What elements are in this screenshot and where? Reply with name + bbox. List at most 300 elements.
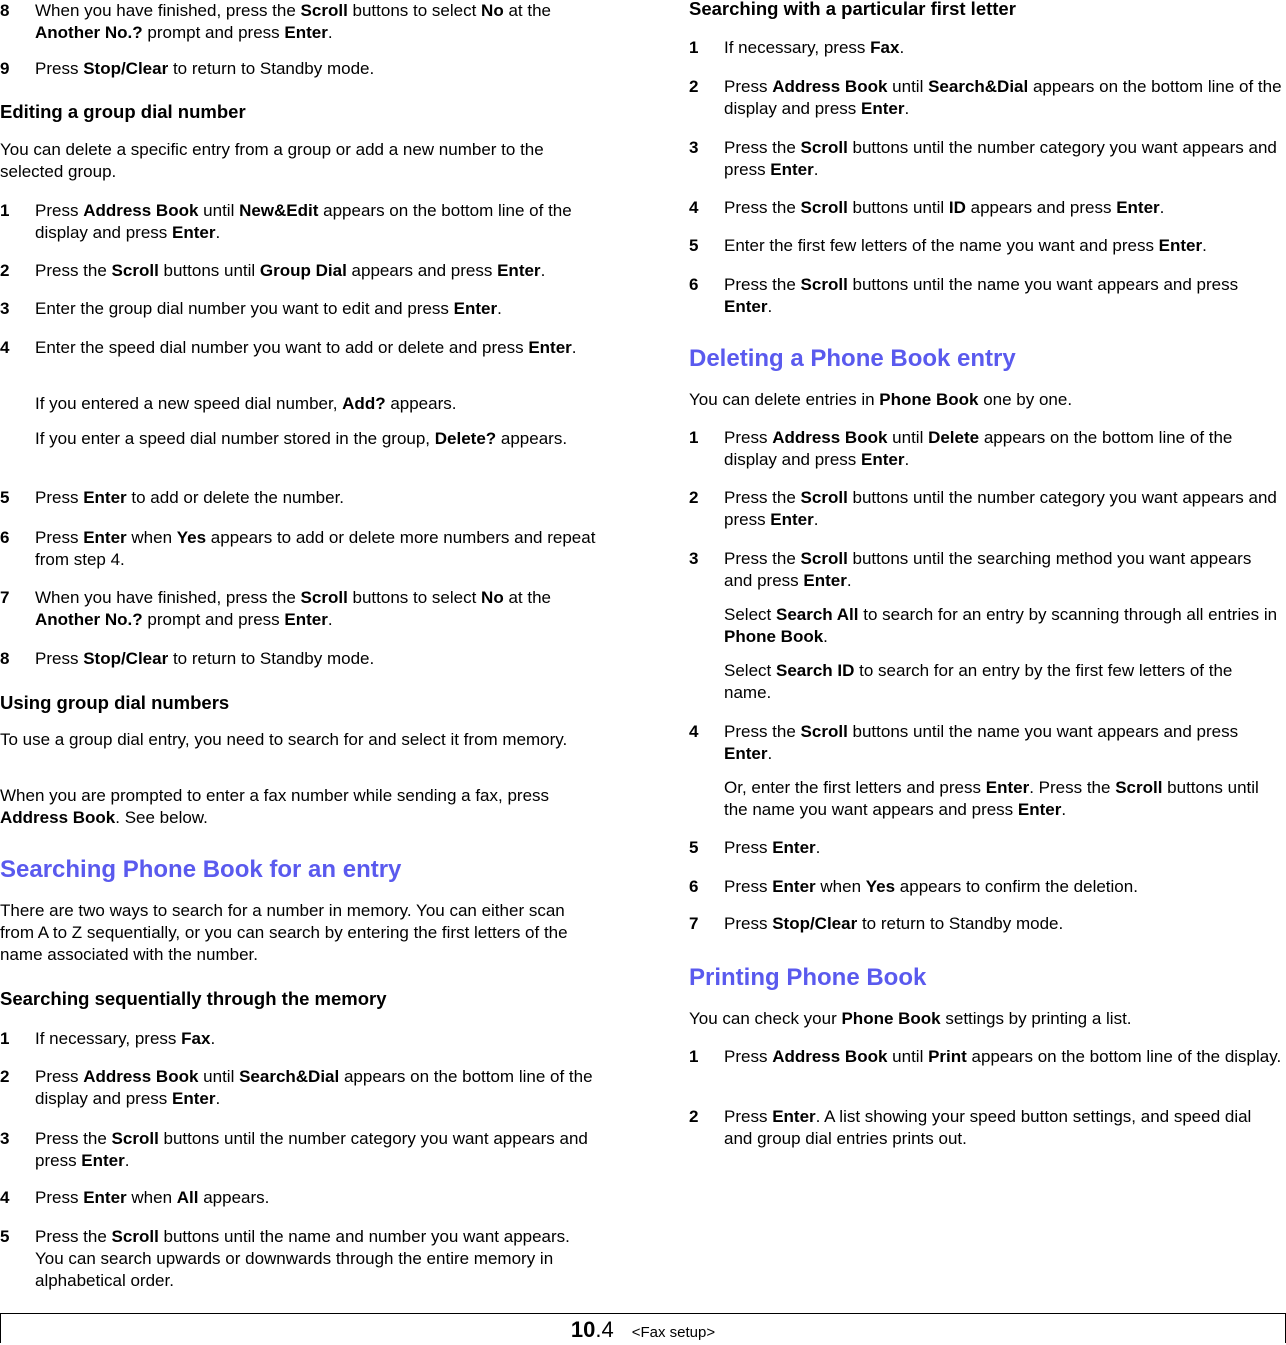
step-number: 1 xyxy=(0,201,10,220)
bold-term: Scroll xyxy=(800,488,848,507)
step-text xyxy=(724,877,1138,896)
step-text xyxy=(0,140,544,181)
text-run: Press xyxy=(35,488,84,507)
bold-term: Enter xyxy=(1116,198,1160,217)
bold-term: No xyxy=(481,588,504,607)
step-item xyxy=(689,876,1283,898)
bold-term: New&Edit xyxy=(239,201,319,220)
step-text xyxy=(724,275,1238,316)
bold-term: Phone Book xyxy=(841,1009,941,1028)
text-run: to search for an entry by scanning through all entries in xyxy=(858,605,1278,624)
step-text xyxy=(35,528,595,569)
step-text xyxy=(689,390,1072,409)
text-run: buttons until the number category you want appears and press xyxy=(724,138,1277,179)
step-text xyxy=(35,1029,215,1048)
bold-term: Address Book xyxy=(83,1067,199,1086)
text-run: buttons until xyxy=(847,198,949,217)
step-item xyxy=(0,1226,600,1292)
step-number: 5 xyxy=(0,1227,10,1246)
bold-term: Enter xyxy=(770,160,814,179)
step-item xyxy=(0,260,600,282)
text-run: until xyxy=(887,1047,929,1066)
text-run: . xyxy=(497,299,502,318)
step-text xyxy=(724,914,1063,933)
bold-term: Enter xyxy=(772,838,816,857)
text-run: buttons until the name you want appears and press xyxy=(847,722,1239,741)
text-run: Press xyxy=(724,838,773,857)
bold-term: Search&Dial xyxy=(928,77,1029,96)
text-run: Press the xyxy=(35,1227,112,1246)
bold-term: Fax xyxy=(181,1029,211,1048)
step-text xyxy=(35,588,551,629)
bold-term: Stop/Clear xyxy=(772,914,858,933)
paragraph xyxy=(0,729,600,751)
step-text xyxy=(724,77,1282,118)
step-number: 1 xyxy=(689,1047,699,1066)
text-run: . xyxy=(815,838,821,857)
text-run: at the xyxy=(503,1,551,20)
paragraph xyxy=(0,900,600,966)
bold-term: Enter xyxy=(724,297,768,316)
text-run: . xyxy=(813,160,819,179)
text-run: Press the xyxy=(724,138,801,157)
text-run: when xyxy=(126,1188,177,1207)
bold-term: Address Book xyxy=(772,1047,888,1066)
step-text xyxy=(724,236,1207,255)
step-number: 5 xyxy=(0,488,10,507)
text-run: Press xyxy=(724,914,773,933)
text-run: appears to confirm the deletion. xyxy=(895,877,1138,896)
text-run: appears on the bottom line of the display and press xyxy=(35,1067,593,1108)
step-item xyxy=(0,1066,600,1110)
text-run: prompt and press xyxy=(142,23,285,42)
section-name: <Fax setup> xyxy=(631,1324,716,1341)
step-item xyxy=(0,527,600,571)
bold-term: Scroll xyxy=(111,1227,159,1246)
step-item xyxy=(0,298,600,320)
step-number: 7 xyxy=(0,588,10,607)
footer-text xyxy=(1,1318,1285,1345)
bold-term: Address Book xyxy=(83,201,199,220)
text-run: . xyxy=(215,1089,221,1108)
bold-term: Enter xyxy=(861,450,905,469)
step-number: 6 xyxy=(0,528,10,547)
text-run: . Press the xyxy=(1029,778,1116,797)
bold-term: Address Book xyxy=(772,428,888,447)
step-text xyxy=(724,722,1238,763)
step-item xyxy=(0,1187,600,1209)
step-item xyxy=(0,587,600,631)
bold-term: Enter xyxy=(724,744,768,763)
text-run: Press xyxy=(35,201,84,220)
bold-term: Scroll xyxy=(300,588,348,607)
step-item xyxy=(689,76,1283,120)
text-run: Select xyxy=(724,661,776,680)
step-number: 3 xyxy=(689,549,699,568)
step-item xyxy=(689,487,1283,531)
bold-term: Enter xyxy=(83,528,127,547)
step-item xyxy=(689,721,1283,765)
section-heading: Searching Phone Book for an entry xyxy=(0,856,402,883)
bold-term: Enter xyxy=(772,877,816,896)
step-item xyxy=(689,1106,1283,1150)
bold-term: Group Dial xyxy=(259,261,347,280)
bold-term: Enter xyxy=(284,23,328,42)
bold-term: Enter xyxy=(1158,236,1203,255)
text-run: . xyxy=(767,297,773,316)
step-number: 2 xyxy=(689,1107,699,1126)
bold-term: Enter xyxy=(453,299,498,318)
text-run: Press xyxy=(35,1067,84,1086)
step-number: 5 xyxy=(689,236,699,255)
bold-term: All xyxy=(176,1188,199,1207)
step-number: 6 xyxy=(689,275,699,294)
step-item xyxy=(689,913,1283,935)
text-run: . xyxy=(1202,236,1207,255)
step-text xyxy=(35,299,502,318)
text-run: . xyxy=(1159,198,1165,217)
bold-term: Scroll xyxy=(800,138,848,157)
bold-term: Delete xyxy=(928,428,980,447)
bold-term: Enter xyxy=(861,99,905,118)
text-run: buttons until the name you want appears and press xyxy=(724,778,1259,819)
step-number: 9 xyxy=(0,59,10,78)
bold-term: Scroll xyxy=(1115,778,1163,797)
text-run: . See below. xyxy=(115,808,208,827)
text-run: appears. xyxy=(496,429,568,448)
text-run: When you have finished, press the xyxy=(35,1,301,20)
bold-term: Scroll xyxy=(111,1129,159,1148)
step-text xyxy=(724,428,1232,469)
text-run: buttons until xyxy=(158,261,260,280)
text-run: Press the xyxy=(724,198,801,217)
bold-term: Scroll xyxy=(800,549,848,568)
subsection-heading: Searching sequentially through the memory xyxy=(0,988,387,1009)
text-run: . xyxy=(571,338,577,357)
step-number: 2 xyxy=(0,1067,10,1086)
section-heading: Printing Phone Book xyxy=(689,964,927,991)
text-run: settings by printing a list. xyxy=(940,1009,1132,1028)
step-number: 2 xyxy=(689,77,699,96)
text-run: to return to Standby mode. xyxy=(168,59,375,78)
text-run: until xyxy=(198,1067,240,1086)
step-number: 3 xyxy=(0,1129,10,1148)
text-run: appears on the bottom line of the display and press xyxy=(724,428,1233,469)
bold-term: Scroll xyxy=(111,261,159,280)
step-text xyxy=(0,901,568,964)
step-text xyxy=(724,198,1164,217)
paragraph xyxy=(0,139,600,183)
step-number: 7 xyxy=(689,914,699,933)
step-text xyxy=(35,1,551,42)
text-run: appears to add or delete more numbers and repeat from step 4. xyxy=(35,528,596,569)
step-note xyxy=(689,777,1283,821)
text-run: buttons until the name and number you want appears. You can search upwards or downwards through the entire memory in alphabetical order. xyxy=(35,1227,570,1290)
text-run: Press xyxy=(724,877,773,896)
text-run: Enter the speed dial number you want to add or delete and press xyxy=(35,338,529,357)
bold-term: Enter xyxy=(284,610,328,629)
step-number: 5 xyxy=(689,838,699,857)
step-text xyxy=(35,429,567,448)
bold-term: ID xyxy=(948,198,966,217)
text-run: until xyxy=(887,77,929,96)
text-run: buttons until the number category you want appears and press xyxy=(35,1129,588,1170)
text-run: Select xyxy=(724,605,776,624)
text-run: There are two ways to search for a number in memory. You can either scan from A to Z sequentially, or you can search by entering the first letters of the name associated with the number. xyxy=(0,901,568,964)
text-run: Press xyxy=(724,1047,773,1066)
step-number: 8 xyxy=(0,1,10,20)
text-run: If you entered a new speed dial number, xyxy=(35,394,343,413)
text-run: to return to Standby mode. xyxy=(857,914,1064,933)
step-note xyxy=(689,660,1283,704)
step-number: 3 xyxy=(689,138,699,157)
text-run: Press the xyxy=(724,549,801,568)
text-run: appears on the bottom line of the display and press xyxy=(35,201,572,242)
text-run: . xyxy=(124,1151,130,1170)
text-run: to search for an entry by the first few letters of the name. xyxy=(724,661,1233,702)
text-run: appears and press xyxy=(965,198,1117,217)
step-item xyxy=(689,548,1283,592)
bold-term: Delete? xyxy=(434,429,497,448)
text-run: to return to Standby mode. xyxy=(168,649,375,668)
step-text xyxy=(724,661,1232,702)
text-run: Press xyxy=(35,1188,84,1207)
step-number: 8 xyxy=(0,649,10,668)
step-text xyxy=(35,1129,588,1170)
step-text xyxy=(724,488,1277,529)
bold-term: Enter xyxy=(172,1089,216,1108)
text-run: When you are prompted to enter a fax number while sending a fax, press xyxy=(0,786,550,805)
text-run: . xyxy=(327,610,333,629)
bold-term: Yes xyxy=(865,877,896,896)
bold-term: Address Book xyxy=(772,77,888,96)
subsection-heading: Using group dial numbers xyxy=(0,692,230,713)
text-run: To use a group dial entry, you need to search for and select it from memory. xyxy=(0,730,568,749)
bold-term: Enter xyxy=(985,778,1030,797)
text-run: If necessary, press xyxy=(35,1029,182,1048)
text-run: Enter the group dial number you want to edit and press xyxy=(35,299,454,318)
step-text xyxy=(35,394,456,413)
text-run: when xyxy=(815,877,866,896)
text-run: If you enter a speed dial number stored in the group, xyxy=(35,429,435,448)
step-number: 1 xyxy=(689,38,699,57)
text-run: until xyxy=(887,428,929,447)
text-run: to add or delete the number. xyxy=(126,488,345,507)
text-run: Enter the first few letters of the name you want and press xyxy=(724,236,1159,255)
text-run: Press xyxy=(35,59,84,78)
subsection-heading: Editing a group dial number xyxy=(0,101,246,122)
text-run: until xyxy=(198,201,240,220)
text-run: Press the xyxy=(724,488,801,507)
step-text xyxy=(724,38,904,57)
step-number: 2 xyxy=(0,261,10,280)
step-item xyxy=(0,58,600,80)
step-item xyxy=(0,1028,600,1050)
text-run: . xyxy=(904,450,910,469)
bold-term: Search All xyxy=(775,605,859,624)
text-run: buttons until the number category you want appears and press xyxy=(724,488,1277,529)
paragraph xyxy=(689,1008,1283,1030)
bold-term: Search&Dial xyxy=(239,1067,340,1086)
text-run: . xyxy=(823,627,828,646)
step-number: 1 xyxy=(689,428,699,447)
step-item xyxy=(0,487,600,509)
bold-term: Scroll xyxy=(300,1,348,20)
text-run: . xyxy=(899,38,905,57)
bold-term: Enter xyxy=(1017,800,1062,819)
step-text xyxy=(35,649,374,668)
bold-term: Enter xyxy=(497,261,541,280)
paragraph xyxy=(0,785,600,829)
text-run: You can check your xyxy=(689,1009,842,1028)
page-number-page: .4 xyxy=(595,1317,614,1342)
paragraph xyxy=(689,389,1283,411)
step-text xyxy=(724,1107,1251,1148)
step-number: 6 xyxy=(689,877,699,896)
subsection-heading: Searching with a particular first letter xyxy=(689,0,1016,19)
step-text xyxy=(0,786,549,827)
step-number: 4 xyxy=(0,1188,10,1207)
step-number: 3 xyxy=(0,299,10,318)
step-item xyxy=(0,648,600,670)
text-run: If necessary, press xyxy=(724,38,871,57)
bold-term: Address Book xyxy=(0,808,116,827)
bold-term: Scroll xyxy=(800,722,848,741)
step-text xyxy=(724,605,1277,646)
step-text xyxy=(724,1047,1281,1066)
bold-term: Enter xyxy=(83,1188,127,1207)
step-text xyxy=(35,201,572,242)
step-item xyxy=(689,837,1283,859)
bold-term: Scroll xyxy=(800,198,848,217)
text-run: Press xyxy=(724,1107,773,1126)
bold-term: Stop/Clear xyxy=(83,649,169,668)
text-run: . xyxy=(767,744,773,763)
bold-term: Another No.? xyxy=(35,23,143,42)
step-text xyxy=(35,1188,269,1207)
bold-term: Search ID xyxy=(775,661,855,680)
text-run: buttons to select xyxy=(347,588,482,607)
bold-term: Phone Book xyxy=(724,627,824,646)
text-run: Press the xyxy=(35,261,112,280)
step-text xyxy=(35,1227,570,1290)
step-item xyxy=(0,200,600,244)
text-run: . xyxy=(327,23,333,42)
text-run: appears and press xyxy=(346,261,498,280)
step-text xyxy=(35,488,344,507)
step-item xyxy=(0,337,600,359)
bold-term: Scroll xyxy=(800,275,848,294)
text-run: . xyxy=(540,261,546,280)
bold-term: Enter xyxy=(772,1107,816,1126)
step-note xyxy=(689,604,1283,648)
text-run: appears. xyxy=(198,1188,270,1207)
text-run: appears on the bottom line of the display. xyxy=(966,1047,1282,1066)
text-run: You can delete a specific entry from a group or add a new number to the selected group. xyxy=(0,140,544,181)
step-item xyxy=(689,137,1283,181)
text-run: appears on the bottom line of the display and press xyxy=(724,77,1282,118)
page-number-chapter: 10 xyxy=(570,1317,596,1342)
text-run: . A list showing your speed button settings, and speed dial and group dial entries prints out. xyxy=(724,1107,1252,1148)
bold-term: Enter xyxy=(81,1151,125,1170)
bold-term: Phone Book xyxy=(879,390,979,409)
text-run: Press the xyxy=(724,275,801,294)
step-item xyxy=(689,197,1283,219)
text-run: Press xyxy=(724,77,773,96)
bold-term: No xyxy=(481,1,504,20)
text-run: buttons to select xyxy=(347,1,482,20)
bold-term: Stop/Clear xyxy=(83,59,169,78)
step-item xyxy=(689,274,1283,318)
text-run: . xyxy=(215,223,221,242)
bold-term: Enter xyxy=(803,571,847,590)
bold-term: Enter xyxy=(528,338,572,357)
text-run: at the xyxy=(503,588,551,607)
step-number: 4 xyxy=(0,338,10,357)
step-item xyxy=(0,0,600,44)
step-text xyxy=(724,549,1251,590)
text-run: one by one. xyxy=(978,390,1073,409)
step-text xyxy=(0,730,567,749)
text-run: Press the xyxy=(724,722,801,741)
text-run: Press xyxy=(35,649,84,668)
step-number: 1 xyxy=(0,1029,10,1048)
text-run: Press xyxy=(724,428,773,447)
step-number: 4 xyxy=(689,198,699,217)
step-item xyxy=(689,37,1283,59)
bold-term: Enter xyxy=(83,488,127,507)
step-text xyxy=(35,1067,593,1108)
step-item xyxy=(689,1046,1283,1068)
text-run: Press xyxy=(35,528,84,547)
text-run: . xyxy=(813,510,819,529)
bold-term: Another No.? xyxy=(35,610,143,629)
step-text xyxy=(724,138,1277,179)
bold-term: Print xyxy=(928,1047,967,1066)
step-number: 4 xyxy=(689,722,699,741)
text-run: . xyxy=(904,99,910,118)
bold-term: Enter xyxy=(770,510,814,529)
text-run: Or, enter the first letters and press xyxy=(724,778,986,797)
text-run: You can delete entries in xyxy=(689,390,880,409)
text-run: Press the xyxy=(35,1129,112,1148)
bold-term: Enter xyxy=(172,223,216,242)
text-run: buttons until the name you want appears and press xyxy=(847,275,1239,294)
text-run: when xyxy=(126,528,177,547)
bold-term: Fax xyxy=(870,38,900,57)
text-run: . xyxy=(1061,800,1067,819)
text-run: appears. xyxy=(385,394,457,413)
step-text xyxy=(724,838,820,857)
text-run: buttons until the searching method you want appears and press xyxy=(724,549,1252,590)
step-item xyxy=(689,427,1283,471)
text-run: . xyxy=(846,571,852,590)
bold-term: Add? xyxy=(342,394,386,413)
step-note xyxy=(0,393,600,415)
step-number: 2 xyxy=(689,488,699,507)
section-heading: Deleting a Phone Book entry xyxy=(689,345,1016,372)
step-text xyxy=(35,261,545,280)
bold-term: Yes xyxy=(176,528,207,547)
step-text xyxy=(35,338,577,357)
page-footer xyxy=(0,1313,1286,1343)
text-run: . xyxy=(210,1029,216,1048)
step-text xyxy=(724,778,1259,819)
step-item xyxy=(0,1128,600,1172)
step-item xyxy=(689,235,1283,257)
text-run: prompt and press xyxy=(142,610,285,629)
step-text xyxy=(35,59,374,78)
